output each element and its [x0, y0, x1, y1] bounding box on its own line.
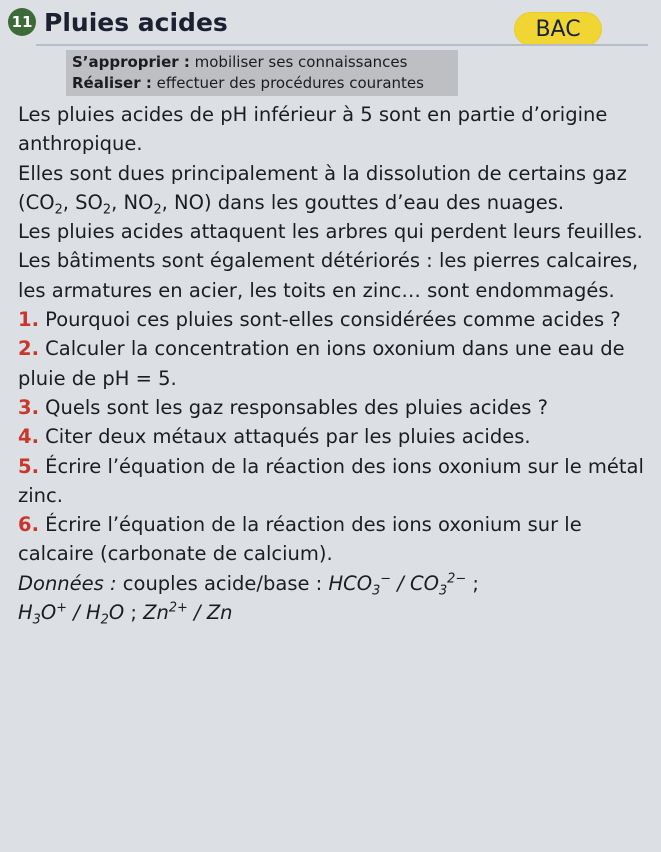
paragraph-2-text-b: ) dans les gouttes d’eau des nuages.	[203, 190, 565, 214]
superscript: −	[380, 571, 392, 587]
data-label: Données :	[18, 571, 117, 595]
formula: CO	[410, 571, 439, 595]
question-text: Calculer la concentration en ions oxonium dans une eau de pluie de pH = 5.	[18, 337, 625, 390]
formula: O	[40, 601, 57, 625]
exercise-title: Pluies acides	[44, 8, 228, 37]
question-text: Écrire l’équation de la réaction des ions oxonium sur le métal zinc.	[18, 454, 644, 507]
question-3	[18, 393, 646, 422]
skill-label: Réaliser :	[72, 74, 152, 92]
formula: Zn	[143, 601, 169, 625]
question-1	[18, 305, 646, 334]
question-5	[18, 452, 646, 511]
paragraph-2-text-a: Elles sont dues principalement à la dissolution de certains gaz (	[18, 161, 627, 214]
subscript: 2	[54, 202, 63, 218]
skills-box	[66, 50, 458, 96]
slash: /	[187, 601, 207, 625]
skill-text: effectuer des procédures courantes	[151, 74, 424, 92]
question-4	[18, 422, 646, 451]
question-text: Quels sont les gaz responsables des pluies acides ?	[38, 395, 548, 419]
skill-text: mobiliser ses connaissances	[189, 53, 408, 71]
exercise-header	[8, 6, 653, 42]
subscript: 2	[100, 612, 109, 628]
slash: /	[391, 571, 411, 595]
header-divider	[36, 44, 648, 46]
question-2	[18, 334, 646, 393]
subscript: 3	[438, 583, 448, 599]
formula: H	[18, 601, 33, 625]
separator: ;	[466, 571, 479, 595]
separator: ;	[124, 601, 144, 625]
subscript: 2	[102, 202, 112, 218]
question-number: 1.	[18, 308, 39, 332]
question-number: 6.	[18, 513, 39, 537]
formula: H	[85, 601, 101, 625]
gas-co2: CO	[25, 190, 55, 214]
question-text: Citer deux métaux attaqués par les pluies acides.	[38, 425, 531, 449]
question-text: Écrire l’équation de la réaction des ions oxonium sur le calcaire (carbonate de calcium).	[18, 513, 582, 566]
couple-2	[18, 600, 125, 628]
subscript: 3	[372, 583, 381, 599]
superscript: 2+	[168, 600, 188, 616]
data-intro: couples acide/base :	[116, 571, 329, 595]
question-6	[18, 510, 646, 569]
superscript: 2−	[447, 571, 467, 587]
question-number: 2.	[18, 337, 39, 361]
superscript: +	[56, 600, 67, 616]
gas-so2: SO	[75, 190, 103, 214]
subscript: 3	[32, 612, 41, 628]
formula: Zn	[206, 601, 233, 625]
paragraph-1: Les pluies acides de pH inférieur à 5 sont en partie d’origine anthropique.	[18, 103, 608, 156]
formula: HCO	[328, 571, 373, 595]
skill-label: S’approprier :	[72, 53, 190, 71]
question-number: 3.	[18, 395, 39, 419]
couple-3	[143, 601, 232, 624]
formula: O	[108, 601, 125, 625]
subscript: 2	[153, 202, 162, 218]
gas-no2: NO	[123, 190, 154, 214]
gas-no: NO	[174, 190, 204, 214]
separator: ,	[111, 190, 124, 214]
separator: ,	[62, 190, 76, 214]
paragraph-2	[18, 159, 646, 218]
slash: /	[67, 601, 86, 625]
exercise-body	[18, 100, 646, 627]
separator: ,	[161, 190, 175, 214]
question-number: 5.	[18, 454, 39, 478]
paragraph-3: Les pluies acides attaquent les arbres qui perdent leurs feuilles. Les bâtiments sont également détériorés : les pierres calcaires, les armatures en acier, les toits en zinc… sont endommagés.	[18, 220, 643, 302]
question-text: Pourquoi ces pluies sont-elles considérées comme acides ?	[38, 308, 621, 332]
question-number: 4.	[18, 425, 39, 449]
skill-line	[72, 73, 452, 94]
bac-badge: BAC	[514, 12, 602, 46]
couple-1	[328, 571, 467, 599]
data-section	[18, 569, 646, 628]
skill-line	[72, 52, 452, 73]
exercise-number-badge: 11	[8, 8, 36, 36]
